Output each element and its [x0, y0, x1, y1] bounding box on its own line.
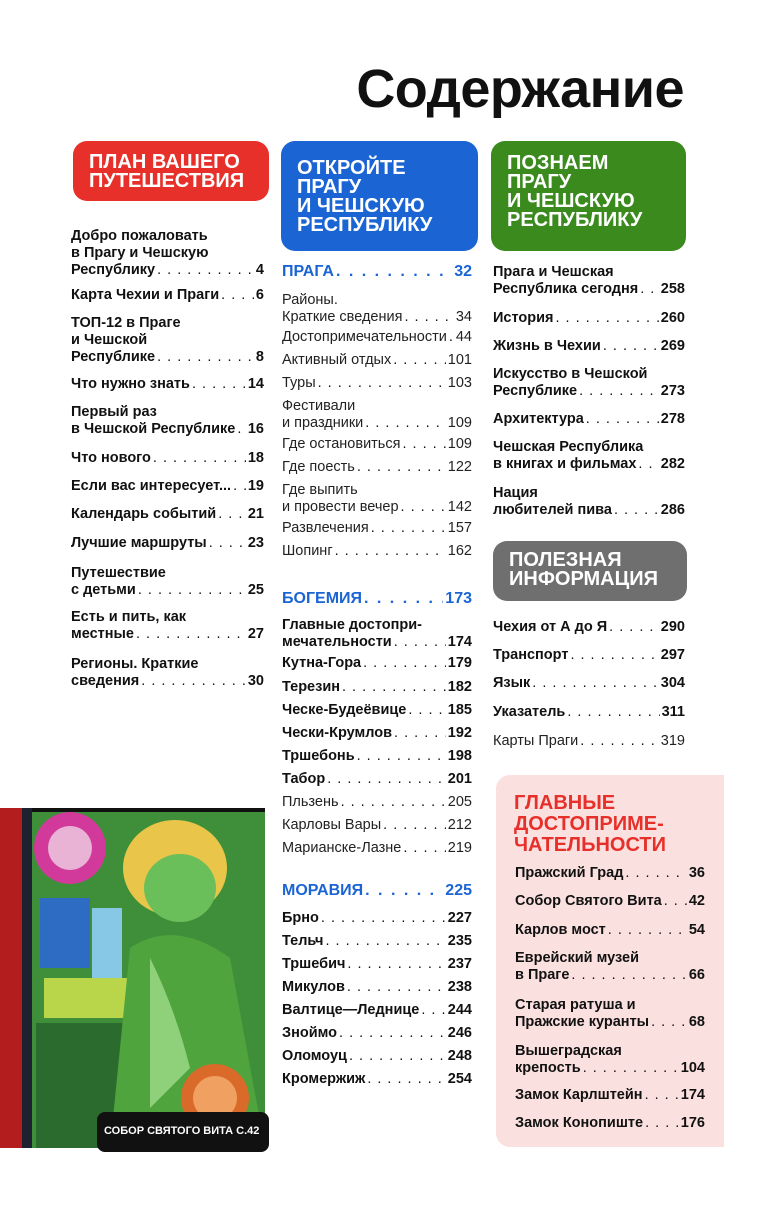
toc-entry-label: БОГЕМИЯ [282, 590, 363, 607]
toc-entry-label: Активный отдых [282, 352, 392, 368]
toc-page-number: 4 [255, 262, 264, 278]
dot-leader [603, 338, 659, 355]
toc-entry[interactable] [71, 565, 264, 599]
toc-entry-label: Республике [71, 349, 156, 365]
dot-leader [342, 679, 446, 696]
toc-entry[interactable] [71, 315, 264, 366]
toc-page-number: 14 [247, 376, 264, 392]
toc-entry-label: Тршебич [282, 956, 346, 972]
toc-entry[interactable] [515, 950, 705, 984]
toc-page-number: 18 [247, 450, 264, 466]
toc-page-number: 19 [247, 478, 264, 494]
toc-page-number: 66 [688, 967, 705, 983]
toc-page-number: 246 [447, 1025, 472, 1041]
dot-leader [365, 882, 443, 899]
toc-entry[interactable] [515, 893, 705, 910]
toc-entry[interactable] [71, 228, 264, 279]
toc-entry-line: Первый раз [71, 404, 157, 420]
dot-leader [349, 1048, 446, 1065]
toc-entry[interactable] [71, 404, 264, 438]
dot-leader [233, 478, 246, 495]
toc-page-number: 304 [660, 675, 685, 691]
dot-leader [157, 262, 254, 279]
toc-entry[interactable] [515, 865, 705, 882]
dot-leader [221, 287, 254, 304]
dot-leader [625, 865, 686, 882]
toc-entry-label: в книгах и фильмах [493, 456, 637, 472]
toc-entry-label: Пражский Град [515, 865, 624, 881]
toc-entry[interactable] [282, 1025, 472, 1042]
dot-leader [153, 450, 246, 467]
toc-page-number: 174 [680, 1087, 705, 1103]
toc-entry-line: Старая ратуша и [515, 997, 636, 1013]
toc-entry-label: Республика сегодня [493, 281, 639, 297]
toc-entry[interactable] [515, 997, 705, 1031]
toc-entry-line: Прага и Чешская [493, 264, 614, 280]
toc-entry-label: Если вас интересует... [71, 478, 232, 494]
toc-page-number: 21 [247, 506, 264, 522]
toc-page-number: 219 [447, 840, 472, 856]
toc-page-number: 286 [660, 502, 685, 518]
dot-leader [339, 1025, 446, 1042]
toc-entry[interactable] [282, 617, 472, 651]
toc-page-number: 23 [247, 535, 264, 551]
toc-page-number: 157 [447, 520, 472, 536]
toc-entry[interactable] [493, 733, 685, 750]
dot-leader [321, 910, 446, 927]
toc-entry[interactable] [493, 675, 685, 692]
dot-leader [401, 499, 446, 516]
toc-entry-line: Вышеградская [515, 1043, 622, 1059]
toc-page-number: 16 [247, 421, 264, 437]
dot-leader [449, 329, 454, 346]
toc-entry[interactable] [282, 979, 472, 996]
dot-leader [318, 375, 446, 392]
toc-page-number: 244 [447, 1002, 472, 1018]
toc-entry-line: Чешская Республика [493, 439, 644, 455]
dot-leader [403, 840, 445, 857]
toc-page-number: 282 [660, 456, 685, 472]
learn-header: ПОЗНАЕМ ПРАГУ И ЧЕШСКУЮ РЕСПУБЛИКУ [491, 141, 686, 251]
toc-page-number: 176 [680, 1115, 705, 1131]
toc-page-number: 311 [661, 704, 685, 720]
dot-leader [570, 647, 658, 664]
toc-entry[interactable] [493, 411, 685, 428]
toc-entry-line: Искусство в Чешской [493, 366, 648, 382]
toc-entry-label: Кутна-Гора [282, 655, 362, 671]
dot-leader [664, 893, 687, 910]
toc-page-number: 42 [688, 893, 705, 909]
toc-entry-label: Валтице—Леднице [282, 1002, 420, 1018]
toc-page-number: 297 [660, 647, 685, 663]
toc-page-number: 273 [660, 383, 685, 399]
dot-leader [640, 281, 659, 298]
toc-entry-label: Брно [282, 910, 319, 926]
dot-leader [408, 702, 445, 719]
toc-entry[interactable] [493, 264, 685, 298]
toc-entry[interactable] [282, 748, 472, 765]
toc-entry[interactable] [71, 609, 264, 643]
toc-page-number: 109 [447, 436, 472, 452]
toc-entry-label: Терезин [282, 679, 340, 695]
dot-leader [383, 817, 446, 834]
toc-entry[interactable] [71, 287, 264, 304]
photo-caption: СОБОР СВЯТОГО ВИТА С.42 [97, 1112, 269, 1152]
toc-entry[interactable] [282, 398, 472, 432]
toc-entry-line: Где выпить [282, 482, 358, 498]
dot-leader [651, 1014, 687, 1031]
toc-entry-label: Карловы Вары [282, 817, 382, 833]
toc-entry[interactable] [282, 882, 472, 899]
toc-entry[interactable] [71, 376, 264, 393]
toc-page-number: 142 [447, 499, 472, 515]
dot-leader [237, 421, 246, 438]
toc-entry-label: Карты Праги [493, 733, 579, 749]
toc-entry[interactable] [282, 436, 472, 453]
toc-entry-label: Туры [282, 375, 316, 391]
toc-entry[interactable] [282, 702, 472, 719]
page-title: Содержание [356, 59, 684, 119]
dot-leader [614, 502, 659, 519]
dot-leader [638, 456, 658, 473]
info-header: ПОЛЕЗНАЯ ИНФОРМАЦИЯ [493, 541, 687, 601]
toc-entry[interactable] [71, 478, 264, 495]
toc-entry-line: Нация [493, 485, 538, 501]
dot-leader [364, 590, 443, 607]
toc-page-number: 201 [447, 771, 472, 787]
dot-leader [583, 1060, 679, 1077]
dot-leader [571, 967, 686, 984]
toc-page-number: 258 [660, 281, 685, 297]
dot-leader [365, 415, 446, 432]
dot-leader [209, 535, 246, 552]
dot-leader [402, 436, 445, 453]
toc-entry[interactable] [282, 655, 472, 672]
dot-leader [608, 922, 687, 939]
toc-page-number: 101 [447, 352, 472, 368]
toc-page-number: 185 [447, 702, 472, 718]
toc-entry[interactable] [282, 1002, 472, 1019]
toc-entry-label: Тельч [282, 933, 324, 949]
toc-entry-label: Карта Чехии и Праги [71, 287, 220, 303]
toc-entry-label: Что нового [71, 450, 151, 466]
dot-leader [567, 704, 659, 721]
toc-entry-line: в Прагу и Чешскую [71, 245, 209, 261]
dot-leader [347, 956, 445, 973]
stained-glass-photo [0, 808, 265, 1148]
toc-entry[interactable] [282, 725, 472, 742]
toc-entry-label: Микулов [282, 979, 345, 995]
toc-page-number: 182 [447, 679, 472, 695]
dot-leader [580, 733, 659, 750]
toc-entry-label: Собор Святого Вита [515, 893, 662, 909]
toc-entry[interactable] [282, 459, 472, 476]
toc-page-number: 32 [454, 263, 472, 280]
dot-leader [371, 520, 446, 537]
toc-entry[interactable] [282, 329, 472, 346]
toc-entry-label: в Чешской Республике [71, 421, 236, 437]
dot-leader [192, 376, 246, 393]
toc-entry[interactable] [282, 1048, 472, 1065]
toc-entry-label: ПРАГА [282, 263, 334, 280]
toc-entry[interactable] [493, 485, 685, 519]
toc-entry-line: Еврейский музей [515, 950, 640, 966]
toc-entry-label: История [493, 310, 554, 326]
toc-entry[interactable] [282, 520, 472, 537]
toc-entry-label: Язык [493, 675, 531, 691]
toc-entry-label: Зноймо [282, 1025, 338, 1041]
toc-entry-label: Ческе-Будеёвице [282, 702, 407, 718]
toc-entry-label: и провести вечер [282, 499, 399, 515]
toc-entry[interactable] [282, 375, 472, 392]
toc-entry[interactable] [71, 506, 264, 523]
toc-entry-label: Чески-Крумлов [282, 725, 393, 741]
toc-page-number: 36 [688, 865, 705, 881]
toc-page-number: 179 [447, 655, 472, 671]
stained-glass-image [0, 808, 265, 1148]
dot-leader [336, 263, 452, 280]
toc-page-number: 162 [447, 543, 472, 559]
toc-entry-label: Замок Карлштейн [515, 1087, 643, 1103]
dot-leader [136, 626, 246, 643]
toc-entry[interactable] [515, 922, 705, 939]
toc-entry-label: Пражские куранты [515, 1014, 650, 1030]
toc-entry-line: Путешествие [71, 565, 166, 581]
dot-leader [357, 459, 446, 476]
toc-page-number: 269 [660, 338, 685, 354]
toc-entry-label: с детьми [71, 582, 136, 598]
dot-leader [421, 1002, 445, 1019]
dot-leader [357, 748, 446, 765]
discover-header: ОТКРОЙТЕ ПРАГУ И ЧЕШСКУЮ РЕСПУБЛИКУ [281, 141, 478, 251]
toc-page-number: 248 [447, 1048, 472, 1064]
toc-entry[interactable] [493, 338, 685, 355]
dot-leader [609, 619, 659, 636]
toc-entry-line: Районы. [282, 292, 338, 308]
toc-entry-label: Календарь событий [71, 506, 217, 522]
toc-page-number: 278 [660, 411, 685, 427]
toc-page-number: 68 [688, 1014, 705, 1030]
toc-entry-label: Чехия от А до Я [493, 619, 608, 635]
toc-entry[interactable] [282, 1071, 472, 1088]
toc-entry[interactable] [515, 1087, 705, 1104]
dot-leader [347, 979, 446, 996]
toc-entry[interactable] [493, 647, 685, 664]
toc-page-number: 25 [247, 582, 264, 598]
toc-page-number: 237 [447, 956, 472, 972]
highlights-header: ГЛАВНЫЕ ДОСТОПРИМЕ- ЧАТЕЛЬНОСТИ [514, 792, 667, 856]
toc-entry[interactable] [282, 794, 472, 811]
toc-page-number: 6 [255, 287, 264, 303]
toc-entry-label: и праздники [282, 415, 364, 431]
dot-leader [363, 655, 446, 672]
toc-entry[interactable] [493, 439, 685, 473]
toc-page-number: 192 [447, 725, 472, 741]
toc-entry-label: Жизнь в Чехии [493, 338, 601, 354]
dot-leader [579, 383, 659, 400]
toc-entry-label: Карлов мост [515, 922, 606, 938]
plan-trip-header: ПЛАН ВАШЕГО ПУТЕШЕСТВИЯ [73, 141, 269, 201]
toc-entry[interactable] [515, 1115, 705, 1132]
toc-entry[interactable] [71, 535, 264, 552]
toc-page-number: 174 [447, 634, 472, 650]
toc-entry[interactable] [282, 352, 472, 369]
toc-page-number: 30 [247, 673, 264, 689]
dot-leader [138, 582, 246, 599]
toc-entry[interactable] [71, 656, 264, 690]
toc-entry-line: Есть и пить, как [71, 609, 187, 625]
toc-page-number: 104 [680, 1060, 705, 1076]
toc-entry-label: Указатель [493, 704, 566, 720]
toc-page-number: 260 [660, 310, 685, 326]
toc-entry[interactable] [282, 679, 472, 696]
toc-entry-label: Развлечения [282, 520, 369, 536]
toc-page-number: 109 [447, 415, 472, 431]
toc-entry[interactable] [282, 956, 472, 973]
toc-entry[interactable] [282, 263, 472, 280]
dot-leader [325, 933, 445, 950]
toc-entry-label: Замок Конопиште [515, 1115, 644, 1131]
toc-entry-label: МОРАВИЯ [282, 882, 364, 899]
toc-page-number: 198 [447, 748, 472, 764]
toc-entry-label: в Праге [515, 967, 570, 983]
toc-entry-line: Добро пожаловать [71, 228, 208, 244]
toc-entry-label: Транспорт [493, 647, 569, 663]
dot-leader [394, 634, 446, 651]
dot-leader [645, 1115, 679, 1132]
toc-entry[interactable] [282, 590, 472, 607]
dot-leader [586, 411, 659, 428]
toc-entry-label: Оломоуц [282, 1048, 347, 1064]
toc-entry-label: мечательности [282, 634, 392, 650]
dot-leader [393, 352, 446, 369]
toc-entry-line: ТОП-12 в Праге [71, 315, 181, 331]
toc-entry-label: Республике [493, 383, 578, 399]
toc-entry-label: Что нужно знать [71, 376, 190, 392]
toc-entry-label: Кромержиж [282, 1071, 366, 1087]
toc-page-number: 103 [447, 375, 472, 391]
dot-leader [327, 771, 446, 788]
toc-page-number: 227 [447, 910, 472, 926]
toc-entry-label: сведения [71, 673, 140, 689]
toc-entry-line: Главные достопри- [282, 617, 422, 633]
toc-page-number: 27 [247, 626, 264, 642]
toc-entry-label: Пльзень [282, 794, 339, 810]
toc-page-number: 34 [455, 309, 472, 325]
toc-entry[interactable] [282, 933, 472, 950]
dot-leader [335, 543, 446, 560]
toc-entry[interactable] [282, 817, 472, 834]
toc-page-number: 54 [688, 922, 705, 938]
toc-page-number: 290 [660, 619, 685, 635]
toc-page-number: 122 [447, 459, 472, 475]
toc-page-number: 235 [447, 933, 472, 949]
dot-leader [218, 506, 246, 523]
dot-leader [367, 1071, 445, 1088]
toc-entry[interactable] [282, 482, 472, 516]
toc-page-number: 8 [255, 349, 264, 365]
toc-entry-label: местные [71, 626, 134, 642]
toc-entry-label: Достопримечательности [282, 329, 447, 345]
toc-page-number: 319 [660, 733, 685, 749]
dot-leader [394, 725, 446, 742]
toc-entry[interactable] [282, 910, 472, 927]
toc-entry[interactable] [493, 366, 685, 400]
toc-page-number: 212 [447, 817, 472, 833]
toc-entry-line: Регионы. Краткие [71, 656, 199, 672]
toc-entry-label: Где остановиться [282, 436, 401, 452]
toc-entry[interactable] [493, 310, 685, 327]
toc-entry-label: Архитектура [493, 411, 584, 427]
toc-entry-label: Республику [71, 262, 156, 278]
toc-entry[interactable] [493, 704, 685, 721]
toc-entry-label: Где поесть [282, 459, 355, 475]
toc-entry-label: Шопинг [282, 543, 333, 559]
toc-page-number: 225 [445, 882, 472, 899]
toc-entry[interactable] [71, 450, 264, 467]
toc-entry-label: крепость [515, 1060, 581, 1076]
toc-page-number: 173 [445, 590, 472, 607]
toc-entry-label: Табор [282, 771, 326, 787]
toc-entry[interactable] [282, 543, 472, 560]
dot-leader [404, 309, 453, 326]
toc-entry[interactable] [282, 771, 472, 788]
toc-entry-line: Фестивали [282, 398, 356, 414]
toc-entry[interactable] [493, 619, 685, 636]
toc-entry[interactable] [282, 292, 472, 326]
dot-leader [556, 310, 659, 327]
toc-entry-line: и Чешской [71, 332, 148, 348]
toc-entry[interactable] [282, 840, 472, 857]
dot-leader [141, 673, 246, 690]
toc-page-number: 44 [455, 329, 472, 345]
toc-entry-label: Лучшие маршруты [71, 535, 207, 551]
toc-entry-label: любителей пива [493, 502, 612, 518]
dot-leader [341, 794, 446, 811]
toc-entry-label: Краткие сведения [282, 309, 403, 325]
toc-entry-label: Марианске-Лазне [282, 840, 402, 856]
toc-entry-label: Тршебонь [282, 748, 355, 764]
dot-leader [157, 349, 254, 366]
dot-leader [645, 1087, 679, 1104]
toc-entry[interactable] [515, 1043, 705, 1077]
toc-page-number: 205 [447, 794, 472, 810]
toc-page-number: 254 [447, 1071, 472, 1087]
toc-page-number: 238 [447, 979, 472, 995]
dot-leader [532, 675, 659, 692]
